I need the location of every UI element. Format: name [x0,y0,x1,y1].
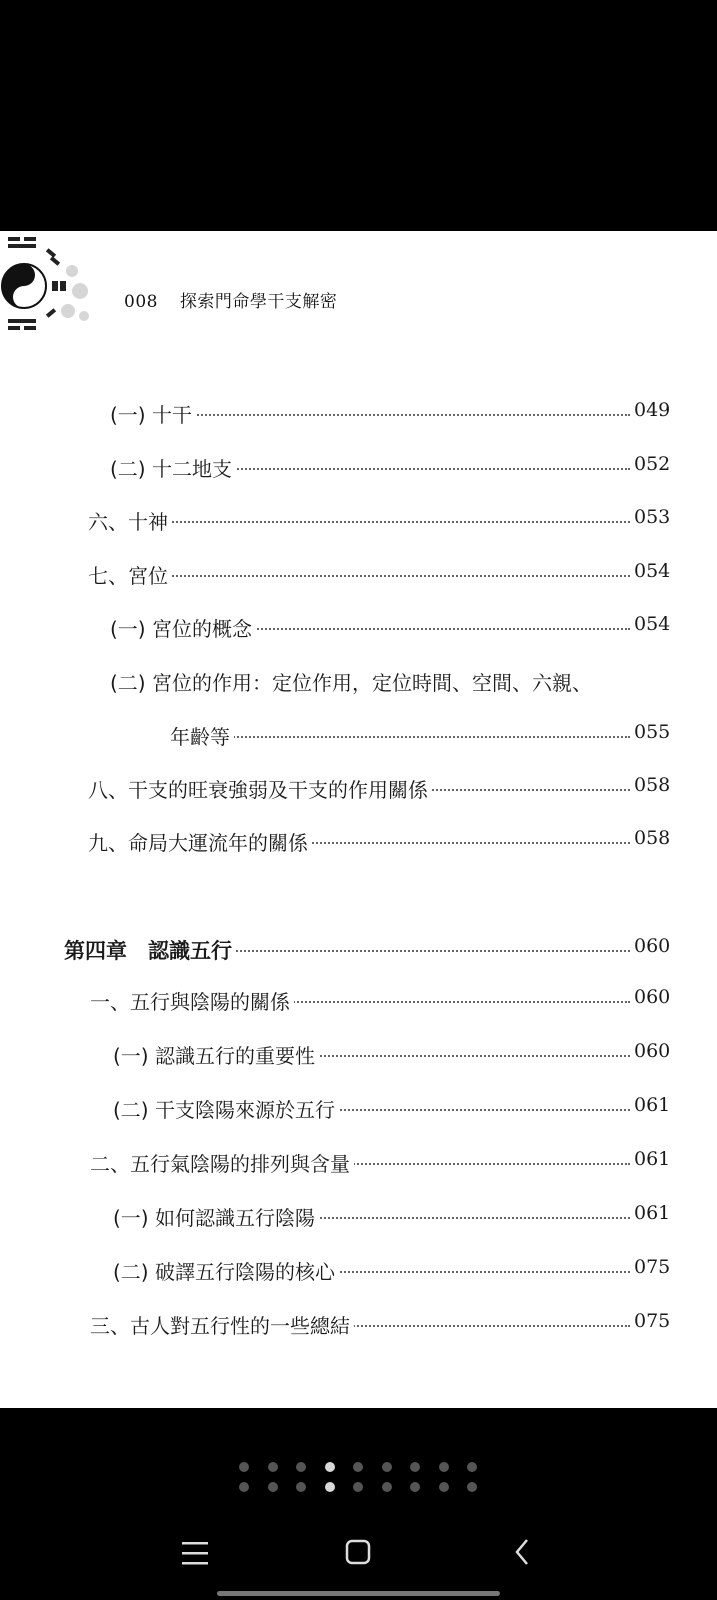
page-dot[interactable] [410,1482,420,1492]
toc-row [0,1306,717,1340]
toc-chapter-row [0,931,717,965]
toc-row [0,1252,717,1286]
toc-title: (一) 如何認識五行陰陽 [113,1202,319,1231]
toc-title: 第四章 認識五行 [64,935,236,965]
system-navigation-bar [0,1528,717,1588]
toc-title: 六、十神 [88,506,172,535]
toc-page-number: 075 [634,1310,671,1332]
toc-title: 二、五行氣陰陽的排列與含量 [90,1148,354,1177]
page-dot[interactable] [296,1462,306,1472]
page-dot[interactable] [382,1482,392,1492]
toc-row [0,717,717,751]
page-dot[interactable] [382,1462,392,1472]
toc-row [0,449,717,483]
page-dot[interactable] [239,1462,249,1472]
home-icon[interactable] [328,1528,388,1580]
toc-title: 三、古人對五行性的一些總結 [90,1310,354,1339]
toc-title: 七、宮位 [88,560,172,589]
toc-page-number: 058 [634,827,671,849]
toc-page-number: 060 [634,1040,671,1062]
running-header [124,287,337,312]
toc-page-number: 058 [634,774,671,796]
toc-row [0,1090,717,1124]
toc-title: (一) 宮位的概念 [110,613,256,642]
menu-icon[interactable] [164,1528,224,1580]
back-icon[interactable] [494,1528,554,1580]
page-dot[interactable] [439,1462,449,1472]
page-dot[interactable] [439,1482,449,1492]
gesture-handle[interactable] [217,1591,500,1596]
toc-row [0,663,717,697]
toc-page-number: 053 [634,506,671,528]
toc-page-number: 055 [634,721,671,743]
page-dot[interactable] [239,1482,249,1492]
toc-title: (二) 宮位的作用：定位作用，定位時間、空間、六親、 [110,667,596,696]
toc-row [0,609,717,643]
yin-yang-bagua-icon [0,231,95,336]
toc-title: (一) 認識五行的重要性 [113,1040,319,1069]
toc-row [0,1036,717,1070]
toc-page-number: 061 [634,1148,671,1170]
page-dot[interactable] [296,1482,306,1492]
toc-title: (二) 十二地支 [110,453,236,482]
page-dot[interactable] [353,1482,363,1492]
toc-page-number: 049 [634,399,671,421]
header-book-title: 探索門命學干支解密 [179,292,338,312]
toc-row [0,556,717,590]
toc-page-number: 075 [634,1256,671,1278]
toc-title: (二) 破譯五行陰陽的核心 [113,1256,339,1285]
toc-leader-dots [170,736,630,738]
toc-row [0,1144,717,1178]
page-dot[interactable] [467,1482,477,1492]
toc-row [0,1198,717,1232]
page-dot[interactable] [410,1462,420,1472]
header-page-number: 008 [124,292,158,312]
page-dot[interactable] [268,1482,278,1492]
toc-title: 一、五行與陰陽的關係 [90,986,294,1015]
toc-row [0,823,717,857]
toc-page-number: 060 [634,935,671,957]
page-dot[interactable] [353,1462,363,1472]
toc-page-number: 054 [634,560,671,582]
book-page [0,231,717,1408]
page-dot[interactable] [268,1462,278,1472]
toc-row [0,502,717,536]
toc-title: (一) 十干 [110,399,196,428]
toc-title: 年齡等 [170,721,234,750]
toc-row [0,395,717,429]
toc-row [0,770,717,804]
toc-page-number: 054 [634,613,671,635]
page-dot-active[interactable] [325,1482,335,1492]
toc-page-number: 061 [634,1094,671,1116]
toc-page-number: 061 [634,1202,671,1224]
page-indicator [0,1462,717,1502]
toc-row [0,982,717,1016]
toc-page-number: 052 [634,453,671,475]
toc-title: 九、命局大運流年的關係 [88,827,312,856]
toc-title: (二) 干支陰陽來源於五行 [113,1094,339,1123]
toc-page-number: 060 [634,986,671,1008]
page-dot-active[interactable] [325,1462,335,1472]
toc-title: 八、干支的旺衰強弱及干支的作用關係 [88,774,432,803]
page-dot[interactable] [467,1462,477,1472]
